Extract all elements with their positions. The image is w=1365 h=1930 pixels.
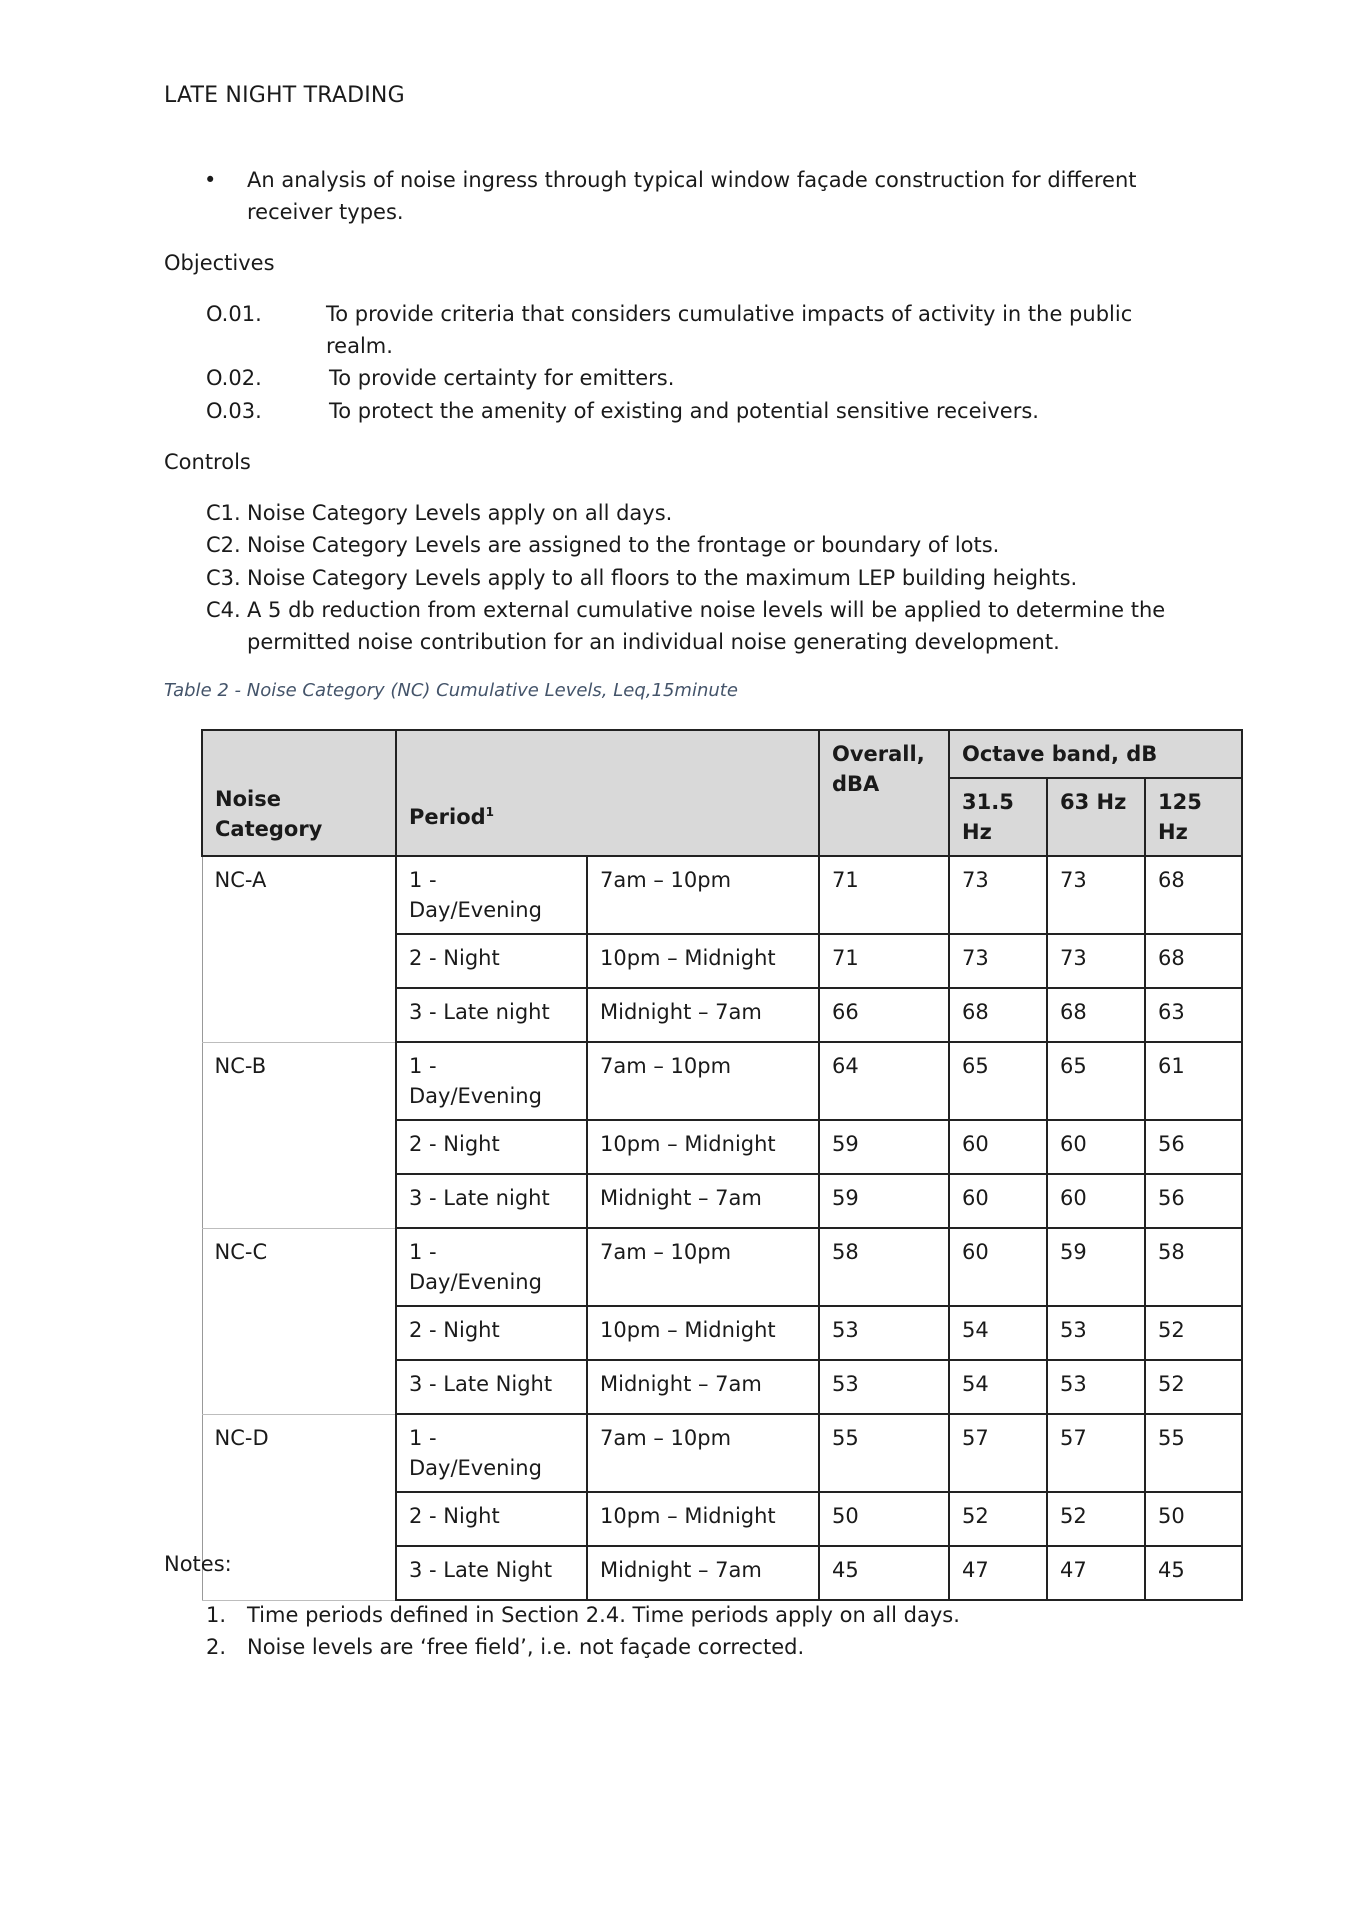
band-63hz-cell: 68 [1047,988,1145,1042]
note-item [206,1603,1166,1627]
controls-heading: Controls [164,450,251,474]
control-item [206,529,1186,561]
band-31-5hz-cell: 54 [949,1306,1047,1360]
band-63hz-cell: 52 [1047,1492,1145,1546]
objective-text: To provide certainty for emitters. [329,366,675,390]
bullet-dot: • [204,168,217,192]
table-caption: Table 2 - Noise Category (NC) Cumulative Levels, Leq,15minute [164,680,738,701]
band-31-5hz-cell: 73 [949,856,1047,934]
header-noise-category: Noise Category [202,730,396,856]
period-cell: 2 - Night [396,1306,587,1360]
control-text: Noise Category Levels are assigned to the frontage or boundary of lots. [247,533,1000,557]
notes-heading: Notes: [164,1552,232,1576]
header-overall-dba: Overall, dBA [819,730,949,856]
band-125hz-cell: 56 [1145,1120,1242,1174]
overall-dba-cell: 71 [819,934,949,988]
note-number: 1. [206,1603,227,1627]
time-cell: 7am – 10pm [587,856,819,934]
objective-item [206,362,1166,394]
band-31-5hz-cell: 65 [949,1042,1047,1120]
period-cell: 3 - Late night [396,1174,587,1228]
band-31-5hz-cell: 47 [949,1546,1047,1600]
period-cell: 3 - Late Night [396,1546,587,1600]
note-number: 2. [206,1635,227,1659]
band-31-5hz-cell: 60 [949,1120,1047,1174]
noise-category-cell: NC-A [202,856,396,1042]
period-cell: 1 - Day/Evening [396,1228,587,1306]
band-63hz-cell: 73 [1047,934,1145,988]
footnote-marker: 1 [485,804,495,819]
control-number: C4. [206,598,241,622]
objective-text: To protect the amenity of existing and potential sensitive receivers. [329,399,1039,423]
table-row [202,1228,1242,1306]
band-125hz-cell: 55 [1145,1414,1242,1492]
control-item [206,497,1186,529]
band-125hz-cell: 68 [1145,856,1242,934]
objective-number: O.02. [206,366,262,390]
time-cell: Midnight – 7am [587,1360,819,1414]
objective-number: O.03. [206,399,262,423]
band-63hz-cell: 53 [1047,1306,1145,1360]
control-number: C2. [206,533,241,557]
time-cell: 7am – 10pm [587,1228,819,1306]
objective-item [206,395,1166,427]
table-row [202,1414,1242,1492]
overall-dba-cell: 71 [819,856,949,934]
band-63hz-cell: 59 [1047,1228,1145,1306]
period-cell: 1 - Day/Evening [396,856,587,934]
band-31-5hz-cell: 60 [949,1228,1047,1306]
noise-category-cell: NC-B [202,1042,396,1228]
objective-item [206,298,1166,362]
band-125hz-cell: 63 [1145,988,1242,1042]
time-cell: Midnight – 7am [587,988,819,1042]
band-63hz-cell: 65 [1047,1042,1145,1120]
noise-category-cell: NC-D [202,1414,396,1600]
time-cell: 10pm – Midnight [587,934,819,988]
band-63hz-cell: 47 [1047,1546,1145,1600]
band-31-5hz-cell: 73 [949,934,1047,988]
page-header: LATE NIGHT TRADING [164,83,405,108]
time-cell: 10pm – Midnight [587,1306,819,1360]
time-cell: 7am – 10pm [587,1414,819,1492]
header-band-31-5hz: 31.5 Hz [949,778,1047,856]
period-cell: 3 - Late night [396,988,587,1042]
period-cell: 2 - Night [396,1492,587,1546]
band-125hz-cell: 68 [1145,934,1242,988]
band-125hz-cell: 50 [1145,1492,1242,1546]
period-cell: 2 - Night [396,934,587,988]
time-cell: Midnight – 7am [587,1546,819,1600]
band-63hz-cell: 57 [1047,1414,1145,1492]
band-125hz-cell: 52 [1145,1306,1242,1360]
band-31-5hz-cell: 52 [949,1492,1047,1546]
table-row [202,1042,1242,1120]
header-period-text: Period [409,804,486,829]
objective-number: O.01. [206,302,262,326]
band-125hz-cell: 58 [1145,1228,1242,1306]
period-cell: 2 - Night [396,1120,587,1174]
overall-dba-cell: 59 [819,1120,949,1174]
control-text: A 5 db reduction from external cumulative noise levels will be applied to determine the permitted noise contribution for an individual noise generating development. [247,598,1166,654]
time-cell: Midnight – 7am [587,1174,819,1228]
overall-dba-cell: 64 [819,1042,949,1120]
band-125hz-cell: 52 [1145,1360,1242,1414]
period-cell: 1 - Day/Evening [396,1414,587,1492]
objectives-heading: Objectives [164,251,275,275]
overall-dba-cell: 66 [819,988,949,1042]
time-cell: 7am – 10pm [587,1042,819,1120]
overall-dba-cell: 45 [819,1546,949,1600]
overall-dba-cell: 58 [819,1228,949,1306]
note-text: Noise levels are ‘free field’, i.e. not façade corrected. [247,1635,805,1659]
overall-dba-cell: 50 [819,1492,949,1546]
overall-dba-cell: 53 [819,1306,949,1360]
band-125hz-cell: 61 [1145,1042,1242,1120]
control-number: C1. [206,501,241,525]
bullet-text: An analysis of noise ingress through typical window façade construction for different receiver types. [247,168,1137,224]
table-row [202,856,1242,934]
period-cell: 1 - Day/Evening [396,1042,587,1120]
overall-dba-cell: 59 [819,1174,949,1228]
time-cell: 10pm – Midnight [587,1120,819,1174]
table-body [202,856,1242,1600]
overall-dba-cell: 55 [819,1414,949,1492]
header-period [396,730,819,856]
header-octave-band: Octave band, dB [949,730,1242,778]
time-cell: 10pm – Midnight [587,1492,819,1546]
control-text: Noise Category Levels apply to all floors to the maximum LEP building heights. [247,566,1078,590]
overall-dba-cell: 53 [819,1360,949,1414]
band-31-5hz-cell: 60 [949,1174,1047,1228]
band-31-5hz-cell: 57 [949,1414,1047,1492]
control-item [206,562,1186,594]
band-125hz-cell: 56 [1145,1174,1242,1228]
objective-text: To provide criteria that considers cumulative impacts of activity in the public realm. [326,302,1133,358]
band-63hz-cell: 53 [1047,1360,1145,1414]
band-31-5hz-cell: 68 [949,988,1047,1042]
band-63hz-cell: 73 [1047,856,1145,934]
band-31-5hz-cell: 54 [949,1360,1047,1414]
note-text: Time periods defined in Section 2.4. Time periods apply on all days. [247,1603,960,1627]
noise-category-cell: NC-C [202,1228,396,1414]
noise-category-table [201,729,1243,1601]
header-band-63hz: 63 Hz [1047,778,1145,856]
band-63hz-cell: 60 [1047,1120,1145,1174]
control-number: C3. [206,566,241,590]
band-125hz-cell: 45 [1145,1546,1242,1600]
period-cell: 3 - Late Night [396,1360,587,1414]
control-text: Noise Category Levels apply on all days. [247,501,673,525]
intro-bullet [204,164,1164,228]
control-item [206,594,1186,658]
band-63hz-cell: 60 [1047,1174,1145,1228]
note-item [206,1635,1166,1659]
header-band-125hz: 125 Hz [1145,778,1242,856]
